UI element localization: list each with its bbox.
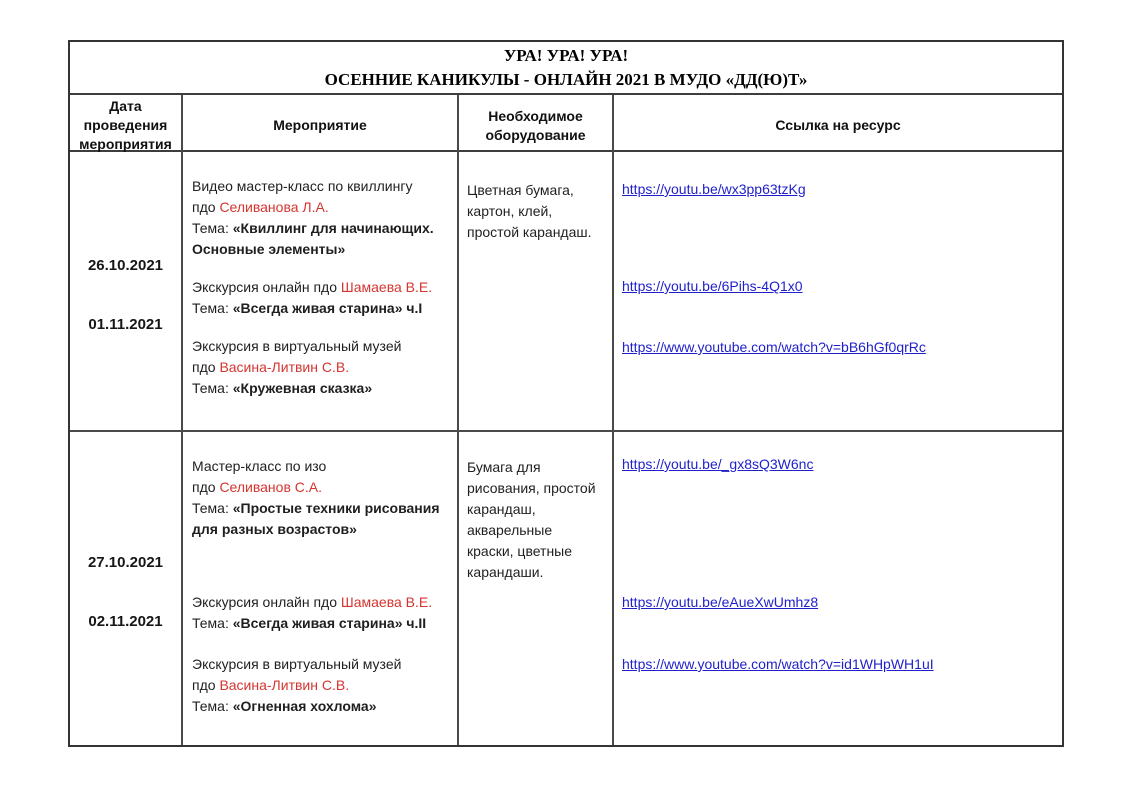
event-item: [192, 654, 455, 717]
event-title: Экскурсия онлайн пдо: [192, 279, 341, 295]
column-header-link: Ссылка на ресурс: [775, 117, 901, 133]
links-cell: [614, 432, 1062, 745]
theme-title: «Квиллинг для начинающих. Основные элементы»: [192, 220, 434, 257]
teacher-name: Селиванова Л.А.: [219, 199, 329, 215]
teacher-name: Васина-Литвин С.В.: [219, 677, 350, 693]
event-date: 27.10.2021: [87, 554, 164, 571]
event-date: 02.11.2021: [88, 613, 163, 630]
theme-title: «Простые техники рисования для разных возрастов»: [192, 500, 440, 537]
date-cell: [70, 432, 183, 745]
event-title: Экскурсия в виртуальный музей: [192, 656, 402, 672]
pdo-label: пдо: [192, 199, 220, 215]
resource-link-wrap: [622, 454, 1058, 475]
resource-link-wrap: [622, 276, 1058, 297]
column-header-event: Мероприятие: [183, 95, 459, 156]
resource-link-wrap: [622, 592, 1058, 613]
teacher-name: Шамаева В.Е.: [340, 279, 433, 295]
pdo-label: пдо: [192, 677, 220, 693]
event-title: Видео мастер-класс по квиллингу: [192, 178, 413, 194]
theme-title: «Всегда живая старина» ч.II: [232, 615, 427, 631]
schedule-table: [68, 40, 1064, 747]
table-title: [70, 42, 1062, 95]
table-header-row: [70, 95, 1062, 152]
event-title: Экскурсия онлайн пдо: [192, 594, 341, 610]
theme-label: Тема:: [192, 500, 233, 516]
theme-label: Тема:: [192, 300, 233, 316]
resource-link[interactable]: https://youtu.be/eAueXwUmhz8: [622, 594, 819, 610]
event-cell: [183, 152, 459, 430]
links-cell: [614, 152, 1062, 430]
equipment-text: Цветная бумага, картон, клей, простой карандаш.: [467, 182, 592, 240]
resource-link[interactable]: https://youtu.be/wx3pp63tzKg: [622, 181, 806, 197]
resource-link[interactable]: https://youtu.be/6Pihs-4Q1x0: [622, 278, 803, 294]
theme-label: Тема:: [192, 380, 233, 396]
theme-title: «Огненная хохлома»: [232, 698, 377, 714]
equipment-text: Бумага для рисования, простой карандаш, акварельные краски, цветные карандаши.: [467, 459, 596, 580]
title-line-2: ОСЕННИЕ КАНИКУЛЫ - ОНЛАЙН 2021 В МУДО «ДД(Ю)Т»: [324, 69, 808, 89]
theme-label: Тема:: [192, 615, 233, 631]
theme-label: Тема:: [192, 220, 233, 236]
resource-link[interactable]: https://youtu.be/_gx8sQ3W6nc: [622, 456, 814, 472]
event-date: 26.10.2021: [87, 257, 164, 274]
pdo-label: пдо: [192, 359, 220, 375]
teacher-name: Селиванов С.А.: [219, 479, 322, 495]
teacher-name: Шамаева В.Е.: [340, 594, 433, 610]
resource-link[interactable]: https://www.youtube.com/watch?v=id1WHpWH1uI: [622, 656, 934, 672]
title-line-1: УРА! УРА! УРА!: [503, 45, 629, 65]
column-header-date: Дата проведения мероприятия: [70, 95, 183, 156]
pdo-label: пдо: [192, 479, 220, 495]
event-title: Экскурсия в виртуальный музей: [192, 338, 402, 354]
event-date: 01.11.2021: [88, 316, 163, 333]
event-title: Мастер-класс по изо: [192, 458, 327, 474]
resource-link[interactable]: https://www.youtube.com/watch?v=bB6hGf0qrRc: [622, 339, 926, 355]
resource-link-wrap: [622, 654, 1058, 675]
event-item: [192, 336, 455, 399]
resource-link-wrap: [622, 337, 1058, 358]
equipment-cell: [459, 152, 614, 430]
table-row: [70, 152, 1062, 430]
event-cell: [183, 432, 459, 745]
event-item: [192, 456, 455, 540]
theme-title: «Кружевная сказка»: [232, 380, 373, 396]
event-item: [192, 277, 455, 319]
event-item: [192, 592, 455, 634]
column-header-equipment: Необходимое оборудование: [459, 95, 614, 156]
table-row: [70, 430, 1062, 745]
date-cell: [70, 152, 183, 430]
equipment-cell: [459, 432, 614, 745]
teacher-name: Васина-Литвин С.В.: [219, 359, 350, 375]
event-item: [192, 176, 455, 260]
theme-label: Тема:: [192, 698, 233, 714]
resource-link-wrap: [622, 179, 1058, 200]
theme-title: «Всегда живая старина» ч.I: [232, 300, 423, 316]
